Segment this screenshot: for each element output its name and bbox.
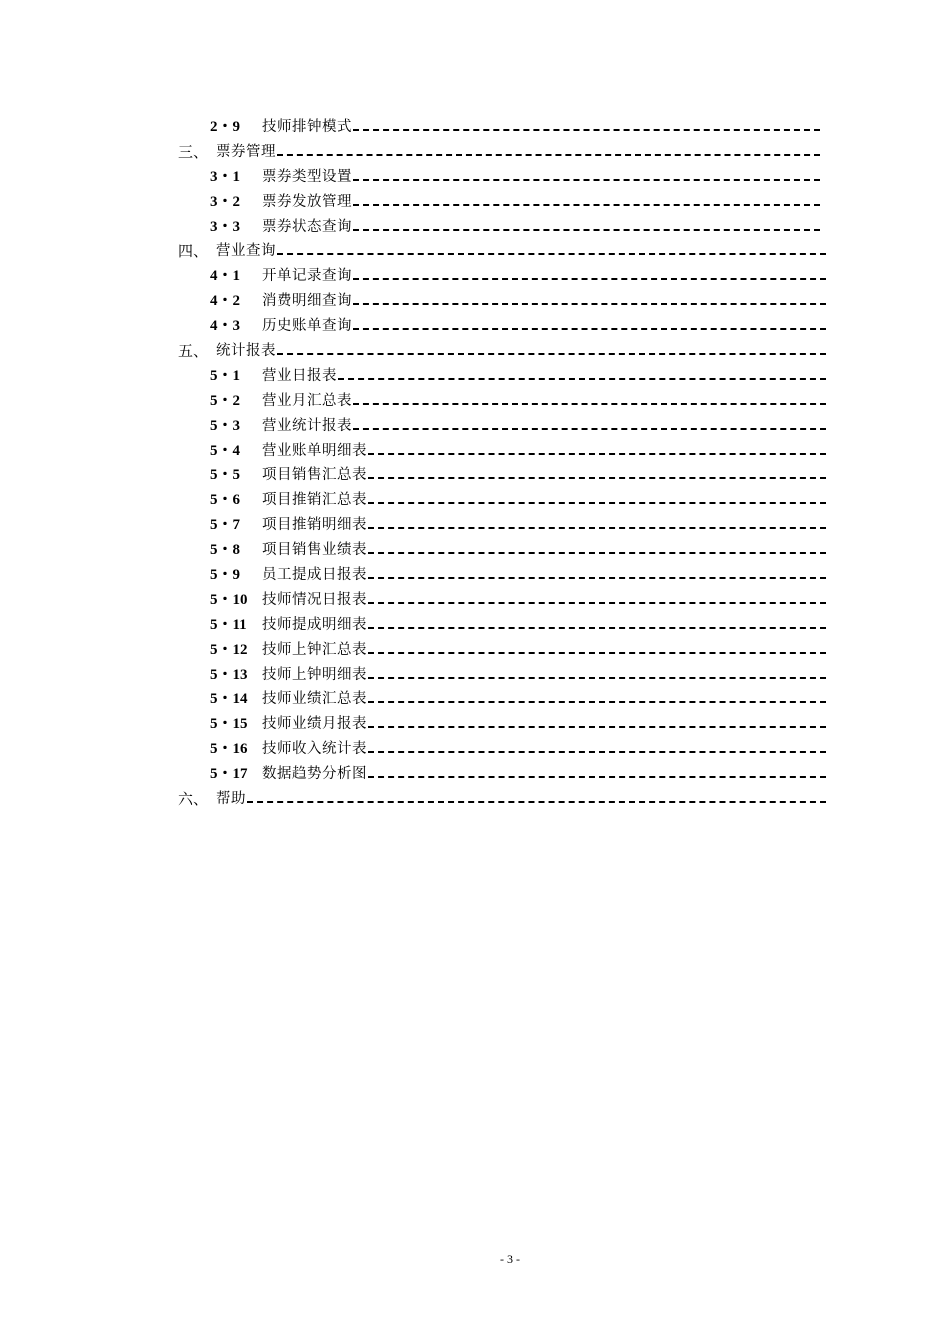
toc-entry-number: 4・2 <box>210 293 241 310</box>
toc-dot-leader <box>353 128 820 131</box>
toc-entry-title: 历史账单查询 <box>262 318 352 335</box>
toc-entry-title: 项目销售业绩表 <box>262 542 367 559</box>
toc-entry-number: 5・9 <box>210 567 241 584</box>
toc-subsection-entry[interactable] <box>178 389 826 414</box>
table-of-contents <box>178 115 826 812</box>
toc-entry-title: 营业查询 <box>216 243 276 260</box>
toc-subsection-entry[interactable] <box>178 613 826 638</box>
toc-entry-number: 5・7 <box>210 517 241 534</box>
toc-entry-number: 5・8 <box>210 542 241 559</box>
toc-dot-leader <box>353 402 826 405</box>
toc-subsection-entry[interactable] <box>178 289 826 314</box>
toc-dot-leader <box>353 178 820 181</box>
toc-entry-title: 技师业绩汇总表 <box>262 691 367 708</box>
toc-dot-leader <box>277 252 826 255</box>
toc-dot-leader <box>368 452 826 455</box>
toc-dot-leader <box>368 651 826 654</box>
toc-dot-leader <box>368 626 826 629</box>
toc-section-entry[interactable] <box>178 140 826 165</box>
toc-entry-title: 数据趋势分析图 <box>262 766 367 783</box>
toc-entry-title: 技师上钟汇总表 <box>262 641 367 658</box>
toc-entry-number: 四、 <box>178 242 209 261</box>
toc-dot-leader <box>368 775 826 778</box>
toc-subsection-entry[interactable] <box>178 215 826 240</box>
toc-entry-number: 3・1 <box>210 168 241 185</box>
toc-section-entry[interactable] <box>178 239 826 264</box>
toc-entry-title: 项目销售汇总表 <box>262 467 367 484</box>
toc-dot-leader <box>353 427 826 430</box>
toc-entry-title: 票券状态查询 <box>262 218 352 235</box>
toc-subsection-entry[interactable] <box>178 414 826 439</box>
toc-entry-title: 帮助 <box>216 791 246 808</box>
toc-entry-number: 5・3 <box>210 417 241 434</box>
toc-subsection-entry[interactable] <box>178 588 826 613</box>
toc-entry-title: 开单记录查询 <box>262 268 352 285</box>
toc-entry-number: 5・15 <box>210 716 248 733</box>
toc-subsection-entry[interactable] <box>178 513 826 538</box>
toc-dot-leader <box>353 302 826 305</box>
toc-entry-title: 项目推销明细表 <box>262 517 367 534</box>
toc-entry-title: 消费明细查询 <box>262 293 352 310</box>
toc-dot-leader <box>353 203 820 206</box>
toc-entry-number: 2・9 <box>210 119 241 135</box>
toc-subsection-entry[interactable] <box>178 762 826 787</box>
toc-subsection-entry[interactable] <box>178 314 826 339</box>
toc-subsection-entry[interactable] <box>178 115 826 140</box>
toc-entry-number: 3・2 <box>210 193 241 210</box>
toc-entry-number: 5・10 <box>210 591 248 608</box>
toc-dot-leader <box>368 750 826 753</box>
toc-entry-title: 营业统计报表 <box>262 417 352 434</box>
toc-dot-leader <box>368 725 826 728</box>
toc-dot-leader <box>368 676 826 679</box>
toc-subsection-entry[interactable] <box>178 712 826 737</box>
toc-subsection-entry[interactable] <box>178 165 826 190</box>
toc-dot-leader <box>353 277 826 280</box>
toc-section-entry[interactable] <box>178 787 826 812</box>
toc-entry-number: 3・3 <box>210 218 241 235</box>
toc-entry-number: 5・6 <box>210 492 241 509</box>
toc-dot-leader <box>368 551 826 554</box>
toc-subsection-entry[interactable] <box>178 737 826 762</box>
toc-subsection-entry[interactable] <box>178 687 826 712</box>
toc-subsection-entry[interactable] <box>178 264 826 289</box>
toc-entry-number: 4・3 <box>210 318 241 335</box>
toc-entry-title: 技师排钟模式 <box>262 119 352 135</box>
toc-entry-number: 5・12 <box>210 641 248 658</box>
toc-subsection-entry[interactable] <box>178 439 826 464</box>
toc-dot-leader <box>353 327 826 330</box>
toc-dot-leader <box>368 700 826 703</box>
toc-dot-leader <box>277 352 826 355</box>
toc-entry-number: 六、 <box>178 790 209 809</box>
toc-entry-title: 技师收入统计表 <box>262 741 367 758</box>
toc-entry-title: 技师上钟明细表 <box>262 666 367 683</box>
toc-dot-leader <box>368 526 826 529</box>
toc-entry-title: 项目推销汇总表 <box>262 492 367 509</box>
toc-subsection-entry[interactable] <box>178 663 826 688</box>
toc-entry-number: 5・16 <box>210 741 248 758</box>
toc-dot-leader <box>353 228 820 231</box>
toc-subsection-entry[interactable] <box>178 538 826 563</box>
toc-entry-title: 营业月汇总表 <box>262 392 352 409</box>
toc-entry-number: 5・5 <box>210 467 241 484</box>
toc-entry-title: 技师业绩月报表 <box>262 716 367 733</box>
toc-subsection-entry[interactable] <box>178 463 826 488</box>
toc-entry-title: 营业账单明细表 <box>262 442 367 459</box>
toc-entry-number: 三、 <box>178 142 209 161</box>
toc-entry-number: 4・1 <box>210 268 241 285</box>
toc-dot-leader <box>338 377 826 380</box>
toc-entry-title: 技师提成明细表 <box>262 616 367 633</box>
toc-entry-title: 票券发放管理 <box>262 193 352 210</box>
toc-dot-leader <box>368 501 826 504</box>
toc-subsection-entry[interactable] <box>178 638 826 663</box>
toc-entry-number: 5・4 <box>210 442 241 459</box>
toc-entry-number: 5・1 <box>210 367 241 384</box>
toc-entry-title: 票券类型设置 <box>262 168 352 185</box>
toc-entry-number: 5・13 <box>210 666 248 683</box>
toc-dot-leader <box>368 601 826 604</box>
toc-dot-leader <box>368 576 826 579</box>
toc-entry-number: 5・2 <box>210 392 241 409</box>
toc-entry-title: 营业日报表 <box>262 367 337 384</box>
toc-entry-number: 5・17 <box>210 766 248 783</box>
toc-dot-leader <box>368 476 826 479</box>
toc-entry-title: 技师情况日报表 <box>262 591 367 608</box>
toc-entry-number: 5・11 <box>210 616 247 633</box>
toc-entry-title: 统计报表 <box>216 343 276 360</box>
toc-entry-title: 票券管理 <box>216 143 276 160</box>
toc-entry-title: 员工提成日报表 <box>262 567 367 584</box>
toc-subsection-entry[interactable] <box>178 488 826 513</box>
toc-entry-number: 五、 <box>178 342 209 361</box>
toc-subsection-entry[interactable] <box>178 563 826 588</box>
page-number: - 3 - <box>500 1252 520 1266</box>
toc-entry-number: 5・14 <box>210 691 248 708</box>
toc-subsection-entry[interactable] <box>178 190 826 215</box>
toc-dot-leader <box>277 153 820 156</box>
toc-section-entry[interactable] <box>178 339 826 364</box>
toc-dot-leader <box>247 800 826 803</box>
toc-subsection-entry[interactable] <box>178 364 826 389</box>
